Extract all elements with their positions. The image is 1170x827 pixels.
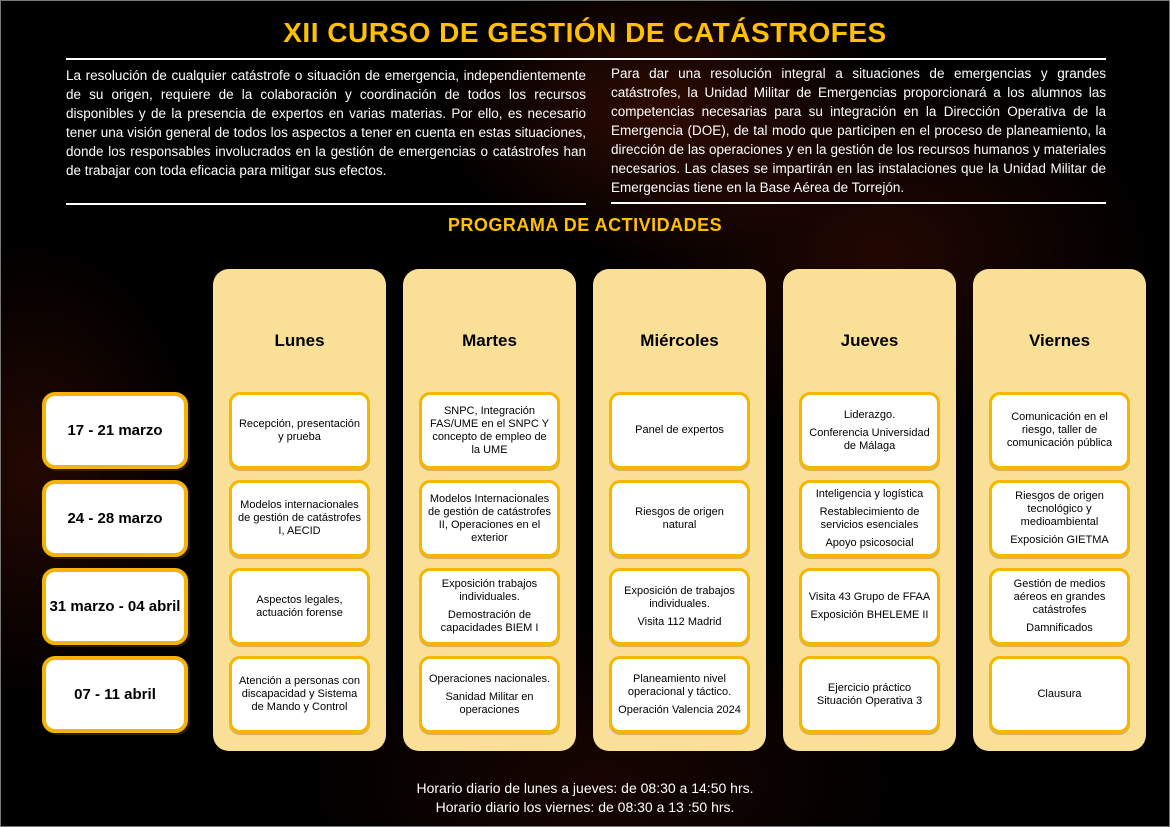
day-header-lunes: Lunes [274, 331, 325, 350]
day-column-viernes [973, 269, 1146, 751]
date-range-box-week1 [42, 392, 188, 469]
date-range-label: 17 - 21 marzo [67, 422, 163, 439]
day-column-lunes [213, 269, 386, 751]
cell-text: Inteligencia y logística [815, 487, 924, 500]
cell-text: Panel de expertos [635, 424, 724, 436]
cell-text: Sanidad Militar en operaciones [445, 690, 534, 716]
schedule-hours-footer [1, 779, 1169, 817]
cell-text: Operación Valencia 2024 [618, 703, 741, 716]
cell-text: Liderazgo. [843, 408, 896, 421]
schedule-cell-jueves-week4 [799, 656, 940, 733]
cell-text: Operaciones nacionales. [428, 672, 551, 685]
cell-text: Comunicación en el riesgo, taller de comunicación pública [1006, 411, 1113, 449]
cell-text: Exposición de trabajos individuales. [624, 584, 735, 610]
cell-text: Planeamiento nivel operacional y táctico. [627, 672, 732, 698]
schedule-cell-jueves-week2 [799, 480, 940, 557]
schedule-cell-lunes-week2 [229, 480, 370, 557]
date-range-label: 31 marzo - 04 abril [49, 598, 181, 615]
schedule-cell-martes-week1 [419, 392, 560, 469]
cell-text: Modelos internacionales de gestión de catástrofes I, AECID [238, 499, 361, 537]
date-range-box-week4 [42, 656, 188, 733]
cell-text: Clausura [1037, 688, 1082, 700]
page-title: XII CURSO DE GESTIÓN DE CATÁSTROFES [283, 17, 887, 48]
schedule-cell-miercoles-week2 [609, 480, 750, 557]
schedule-cell-martes-week2 [419, 480, 560, 557]
intro-paragraph-right: Para dar una resolución integral a situaciones de emergencias y grandes catástrofes, la Unidad Militar de Emergencias proporcionará a los alumnos las competencias necesarias para su integración en la Dirección Operativa de la Emergencia (DOE), de tal modo que participen en el proceso de planeamiento, la dirección de las operaciones y en la gestión de los recursos humanos y materiales necesarios. Las clases se impartirán en las instalaciones que la Unidad Militar de Emergencias tiene en la Base Aérea de Torrejón. [611, 66, 1106, 195]
section-title: PROGRAMA DE ACTIVIDADES [447, 215, 723, 235]
cell-text: SNPC, Integración FAS/UME en el SNPC Y concepto de empleo de la UME [429, 404, 549, 456]
cell-text: Visita 112 Madrid [637, 615, 722, 628]
day-header-miercoles: Miércoles [640, 331, 719, 350]
schedule-cell-viernes-week2 [989, 480, 1130, 557]
schedule-cell-jueves-week1 [799, 392, 940, 469]
schedule-cell-lunes-week4 [229, 656, 370, 733]
cell-text: Conferencia Universidad de Málaga [809, 426, 930, 452]
cell-text: Exposición GIETMA [1010, 534, 1109, 546]
schedule-cell-miercoles-week3 [609, 568, 750, 645]
intro-right-divider [611, 202, 1106, 204]
cell-text: Riesgos de origen natural [635, 505, 724, 531]
schedule-cell-miercoles-week4 [609, 656, 750, 733]
cell-text: Riesgos de origen tecnológico y medioambiental [1015, 490, 1104, 528]
intro-paragraph-left: La resolución de cualquier catástrofe o situación de emergencia, independientemente de su origen, requiere de la colaboración y coordinación de todos los recursos disponibles y de la presencia de expertos en varias materias. Por ello, es necesario tener una visión general de todos los aspectos a tener en cuenta en estas situaciones, donde los responsables involucrados en la gestión de emergencias o catástrofes han de trabajar con toda eficacia para mitigar sus efectos. [66, 68, 586, 178]
day-column-jueves [783, 269, 956, 751]
cell-text: Exposición BHELEME II [810, 609, 929, 621]
schedule-cell-viernes-week4 [989, 656, 1130, 733]
cell-text: Recepción, presentación y prueba [238, 417, 361, 443]
schedule-cell-lunes-week3 [229, 568, 370, 645]
date-range-box-week3 [42, 568, 188, 645]
intro-left-divider [66, 203, 586, 205]
day-header-martes: Martes [462, 331, 517, 350]
day-header-jueves: Jueves [840, 331, 899, 350]
schedule-cell-martes-week3 [419, 568, 560, 645]
date-range-label: 24 - 28 marzo [67, 510, 163, 527]
schedule-cell-miercoles-week1 [609, 392, 750, 469]
cell-text: Exposición trabajos individuales. [441, 578, 538, 603]
title-divider [66, 58, 1106, 60]
cell-text: Atención a personas con discapacidad y Sistema de Mando y Control [238, 675, 361, 713]
cell-text: Modelos Internacionales de gestión de catástrofes II, Operaciones en el exterior [428, 492, 551, 544]
schedule-cell-lunes-week1 [229, 392, 370, 469]
cell-text: Ejercicio práctico Situación Operativa 3 [816, 681, 923, 707]
cell-text: Gestión de medios aéreos en grandes catástrofes [1013, 578, 1106, 616]
cell-text: Demostración de capacidades BIEM I [440, 609, 539, 634]
schedule-cell-viernes-week3 [989, 568, 1130, 645]
cell-text: Restablecimiento de servicios esenciales [819, 505, 920, 531]
day-header-viernes: Viernes [1028, 331, 1091, 350]
schedule-cell-jueves-week3 [799, 568, 940, 645]
schedule-cell-viernes-week1 [989, 392, 1130, 469]
date-range-label: 07 - 11 abril [74, 686, 156, 703]
day-column-martes [403, 269, 576, 751]
day-column-miercoles [593, 269, 766, 751]
cell-text: Damnificados [1026, 622, 1093, 634]
date-range-box-week2 [42, 480, 188, 557]
hours-friday: Horario diario los viernes: de 08:30 a 13 :50 hrs. [435, 799, 735, 815]
schedule-cell-martes-week4 [419, 656, 560, 733]
cell-text: Apoyo psicosocial [825, 536, 914, 549]
cell-text: Visita 43 Grupo de FFAA [808, 591, 931, 603]
hours-weekdays: Horario diario de lunes a jueves: de 08:30 a 14:50 hrs. [416, 780, 754, 796]
cell-text: Aspectos legales, actuación forense [256, 593, 343, 619]
